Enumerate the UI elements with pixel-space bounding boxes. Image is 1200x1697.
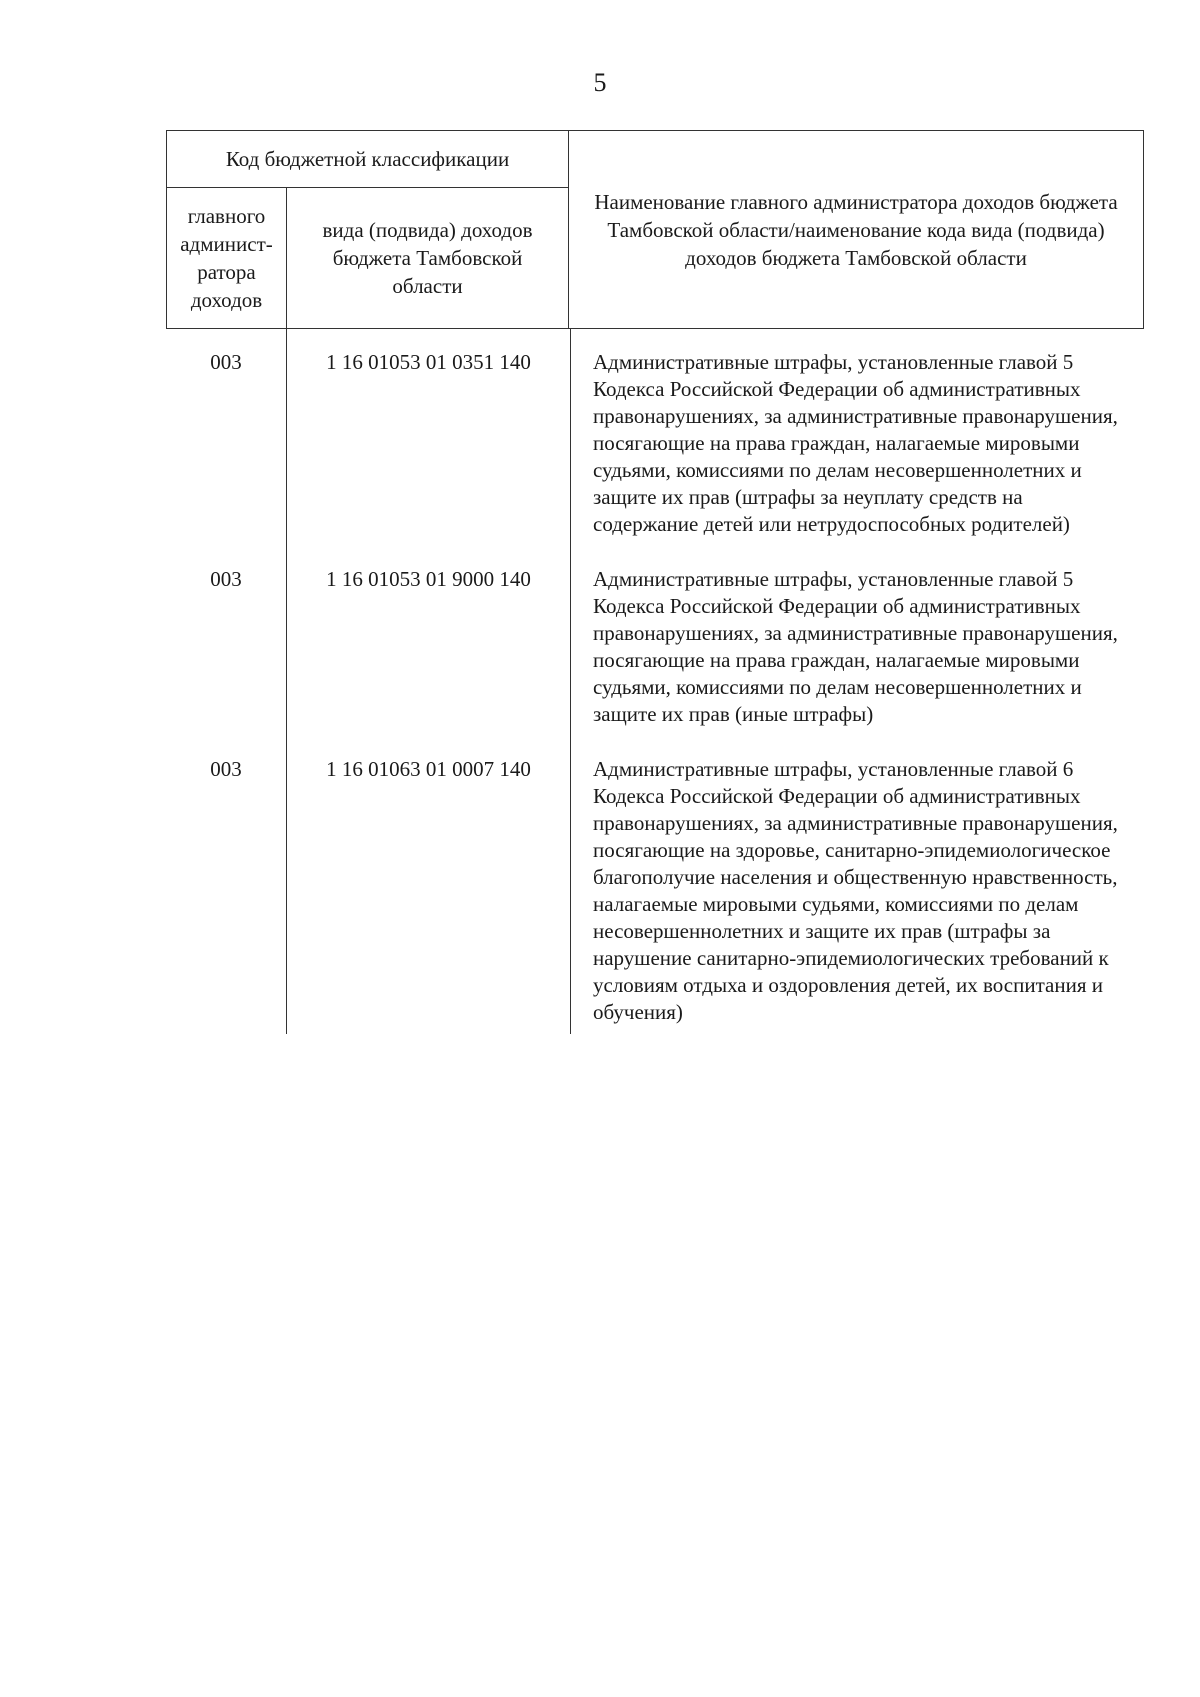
table-row <box>166 329 1143 538</box>
table-header <box>166 130 1144 329</box>
table-row <box>166 538 1143 728</box>
income-name-cell: Административные штрафы, установленные главой 5 Кодекса Российской Федерации об административных правонарушениях, за административные правонарушения, посягающие на права граждан, налагаемые мировыми судьями, комиссиями по делам несовершеннолетних и защите их прав (штрафы за неуплату средств на содержание детей или нетрудоспособных родителей) <box>593 350 1118 536</box>
table-body <box>166 329 1143 1034</box>
header-admin-column: главного админист-ратора доходов <box>167 188 287 329</box>
income-code-cell: 1 16 01053 01 9000 140 <box>326 567 531 591</box>
admin-code-cell: 003 <box>210 757 242 781</box>
admin-code-cell: 003 <box>210 567 242 591</box>
header-group-label: Код бюджетной классификации <box>167 131 569 188</box>
table-row <box>166 728 1143 1034</box>
admin-code-cell: 003 <box>210 350 242 374</box>
income-name-cell: Административные штрафы, установленные главой 6 Кодекса Российской Федерации об административных правонарушениях, за административные правонарушения, посягающие на здоровье, санитарно-эпидемиологическое благополучие населения и общественную нравственность, налагаемые мировыми судьями, комиссиями по делам несовершеннолетних и защите их прав (штрафы за нарушение санитарно-эпидемиологических требований к условиям отдыха и оздоровления детей, их воспитания и обучения) <box>593 757 1118 1024</box>
income-code-cell: 1 16 01063 01 0007 140 <box>326 757 531 781</box>
income-code-cell: 1 16 01053 01 0351 140 <box>326 350 531 374</box>
income-name-cell: Административные штрафы, установленные главой 5 Кодекса Российской Федерации об административных правонарушениях, за административные правонарушения, посягающие на права граждан, налагаемые мировыми судьями, комиссиями по делам несовершеннолетних и защите их прав (иные штрафы) <box>593 567 1118 726</box>
header-name-column: Наименование главного администратора доходов бюджета Тамбовской области/наименование кода вида (подвида) доходов бюджета Тамбовской области <box>569 131 1144 329</box>
budget-classification-table <box>166 130 1143 1034</box>
header-code-column: вида (подвида) доходов бюджета Тамбовской области <box>287 188 569 329</box>
page-number: 5 <box>593 68 607 97</box>
